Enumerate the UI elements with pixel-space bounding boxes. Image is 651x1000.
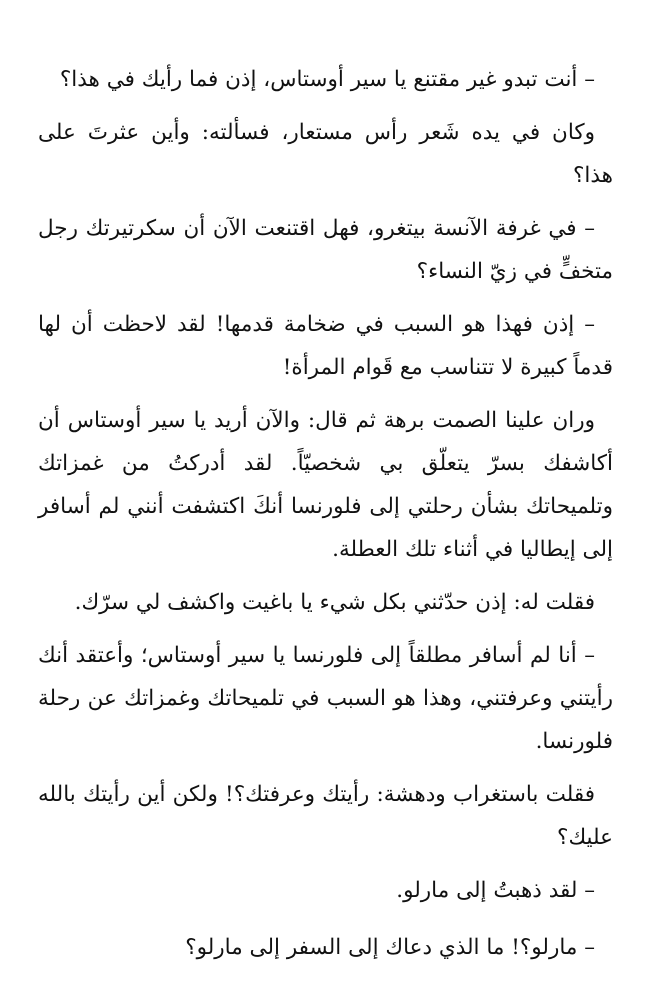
paragraph-5: وران علينا الصمت برهة ثم قال: والآن أريد يا سير أوستاس أن أكاشفك بسرّ يتعلّق بي شخصيّاً. لقد أدركتُ من غمزاتك وتلميحاتك بشأن رحلتي إلى فلورنسا أنكَ اكتشفت أنني لم أسافر إلى إيطاليا في أثناء تلك العطلة.	[38, 408, 613, 562]
paragraph-8: فقلت باستغراب ودهشة: رأيتك وعرفتك؟! ولكن أين رأيتك بالله عليك؟	[38, 782, 613, 850]
paragraph-10: – مارلو؟! ما الذي دعاك إلى السفر إلى مارلو؟	[185, 935, 595, 960]
paragraph-4: – إذن فهذا هو السبب في ضخامة قدمها! لقد لاحظت أن لها قدماً كبيرة لا تتناسب مع قَوام المرأة!	[38, 312, 613, 380]
paragraph-7: – أنا لم أسافر مطلقاً إلى فلورنسا يا سير أوستاس؛ وأعتقد أنك رأيتني وعرفتني، وهذا هو السبب في تلميحاتك وغمزاتك عن رحلة فلورنسا.	[38, 643, 613, 754]
paragraph-2: وكان في يده شَعر رأس مستعار، فسألته: وأين عثرتَ على هذا؟	[38, 120, 613, 188]
paragraph-9: – لقد ذهبتُ إلى مارلو.	[396, 878, 595, 903]
paragraph-3: – في غرفة الآنسة بيتغرو، فهل اقتنعت الآن أن سكرتيرتك رجل متخفٍّ في زيّ النساء؟	[38, 216, 613, 284]
paragraph-1: – أنت تبدو غير مقتنع يا سير أوستاس، إذن فما رأيك في هذا؟	[59, 67, 595, 92]
paragraph-6: فقلت له: إذن حدّثني بكل شيء يا باغيت واكشف لي سرّك.	[74, 590, 595, 615]
page-body-text	[38, 58, 613, 969]
